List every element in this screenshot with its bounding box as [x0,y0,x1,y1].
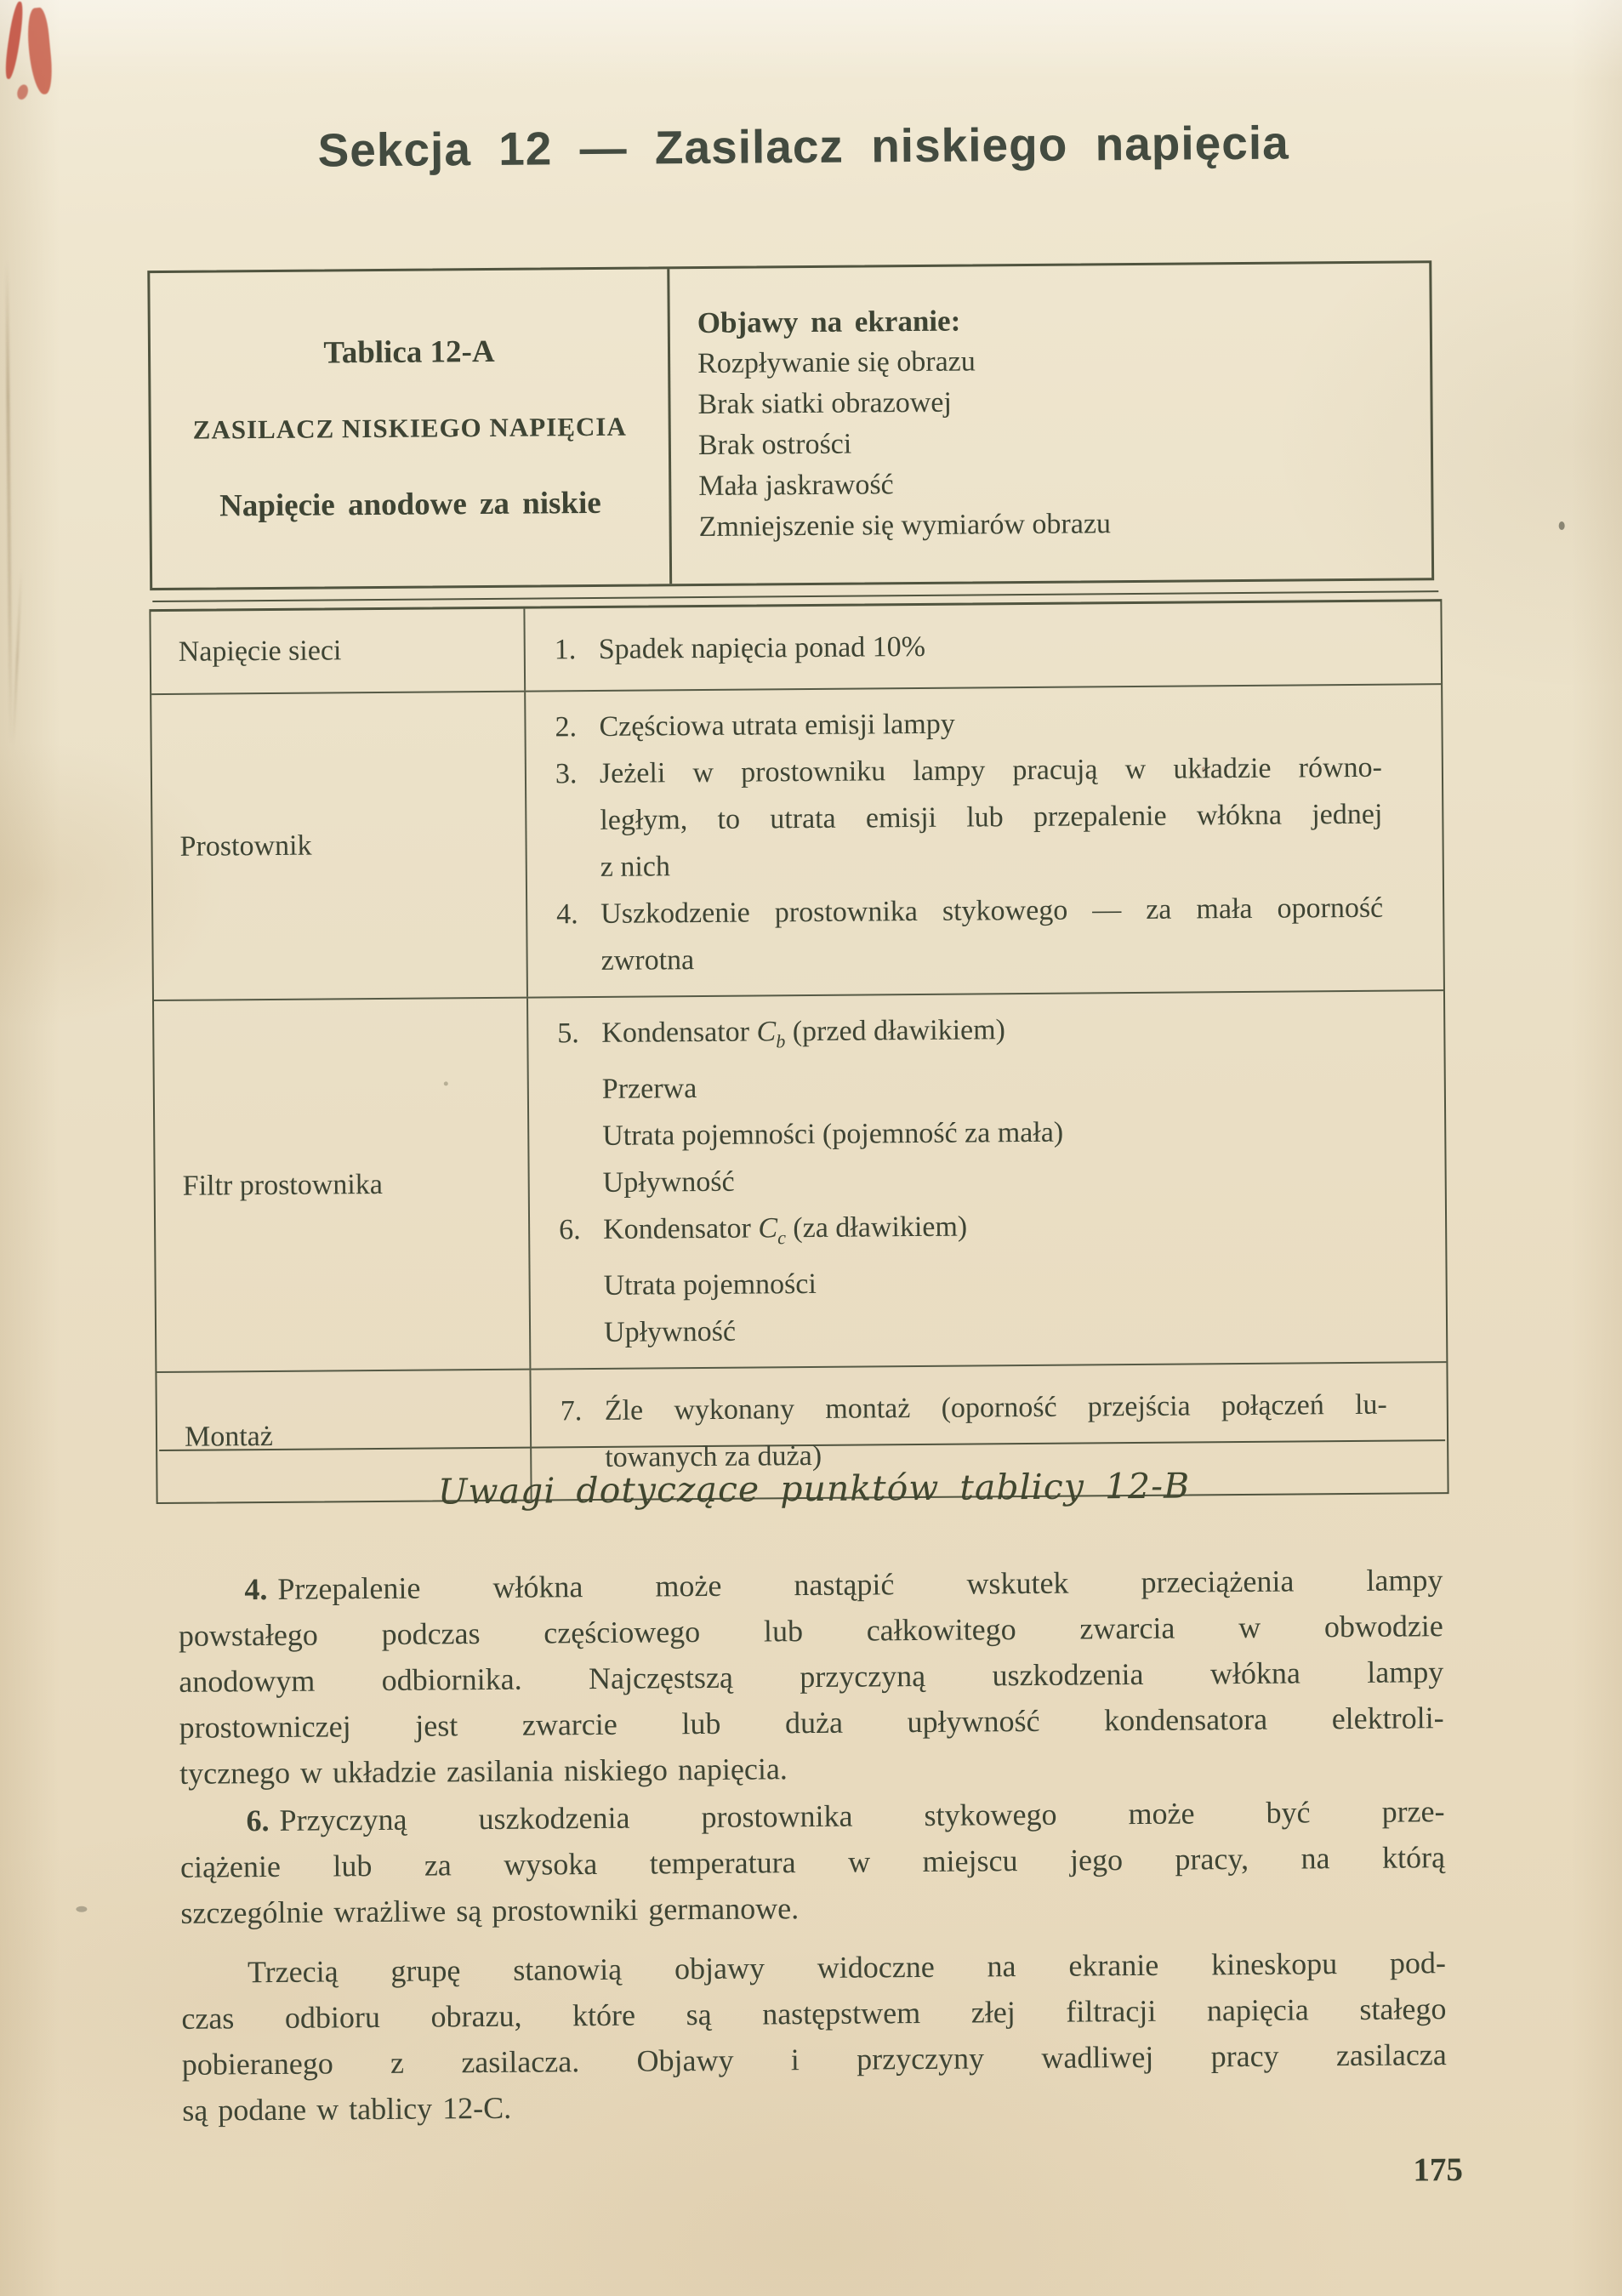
paragraph [181,1940,1448,2134]
text-line: prostowniczej jest zwarcie lub duża upływność kondensatora elektroli- [179,1701,1444,1745]
text-line: Utrata pojemności (pojemność za mała) [602,1116,1064,1152]
text-line: Źle wykonany montaż (oporność przejścia połączeń lu- [604,1388,1387,1427]
text-line: szczególnie wrażliwe są prostowniki germanowe. [180,1891,800,1930]
section-title: Sekcja 12 — Zasilacz niskiego napięcia [317,116,1289,177]
item-text [599,698,1381,750]
scan-artifact-red-mark [3,1,26,80]
paragraph [179,1788,1445,1936]
text-span: Przepalenie włókna może nastąpić wskutek przeciążenia lampy [277,1563,1443,1606]
text-line: Przerwa [601,1073,697,1105]
list-item [555,697,1441,750]
list-item [555,619,1441,673]
text-line: Utrata pojemności [603,1268,817,1302]
text-line: Częściowa utrata emisji lampy [599,708,955,743]
table-12a-caption-cell [150,269,672,588]
item-number: 5. [557,1017,579,1050]
text-line: zwrotna [600,944,695,977]
scan-crease [5,259,12,744]
cause-label: Prostownik [179,829,312,863]
paragraph-number: 4. [244,1572,268,1607]
text-line: ciążenie lub za wysoka temperatura w miejscu jego pracy, na którą [179,1840,1446,1884]
table-caption: Tablica 12-A [323,333,495,371]
cause-label: Montaż [184,1420,274,1453]
text-line: powstałego podczas częściowego lub całkowitego zwarcia w obwodzie [178,1609,1443,1653]
text-line: Uszkodzenie prostownika stykowego — za mała oporność [600,892,1384,930]
capacitor-symbol: C [756,1016,777,1048]
item-number: 6. [558,1214,581,1246]
text-line: pobieranego z zasilacza. Objawy i przyczyny wadliwej pracy zasilacza [181,2037,1447,2082]
table-subtitle: ZASILACZ NISKIEGO NAPIĘCIA [192,411,627,445]
page-number: 175 [1413,2151,1464,2189]
scan-artifact-red-mark [25,7,54,95]
cause-cell [154,999,531,1371]
symptoms-title: Objawy na ekranie: [697,304,961,340]
list-item [557,1003,1445,1206]
text-line: Trzecią grupę stanowią objawy widoczne na ekranie kineskopu pod- [247,1946,1447,1990]
item-number: 7. [560,1395,583,1427]
notes-heading: Uwagi dotyczące punktów tablicy 12-B [437,1465,1191,1513]
scan-crease [12,567,22,746]
detail-cell [528,991,1446,1368]
formula-suffix: (przed dławikiem) [785,1014,1006,1048]
text-line: anodowym odbiornika. Najczęstszą przyczyną uszkodzenia włókna lampy [179,1655,1444,1699]
capacitor-subscript: b [776,1030,786,1052]
formula-line [603,1200,1386,1262]
text-line: czas odbioru obrazu, które są następstwem złej filtracji napięcia stałego [181,1991,1447,2036]
text-line: Upływność [603,1315,737,1348]
table-condition: Napięcie anodowe za niskie [219,485,601,524]
text-span: Przyczyną uszkodzenia prostownika stykowego może być prze- [279,1794,1445,1837]
text-line: tycznego w układzie zasilania niskiego napięcia. [179,1752,788,1791]
table-row [154,989,1446,1371]
symptom-line: Rozpływanie się obrazu [697,345,976,380]
item-text [600,885,1384,984]
symptom-line: Brak siatki obrazowej [697,386,953,421]
table-row [151,601,1441,693]
item-number: 4. [556,898,578,931]
scan-speck [1559,521,1565,530]
item-text [600,744,1383,891]
list-item [559,1199,1446,1356]
text-line: ległym, to utrata emisji lub przepalenie włókna jednej [600,798,1383,836]
scan-artifact-red-mark [15,83,30,101]
table-12a-header-box [147,260,1434,590]
paragraph [178,1557,1444,1797]
cause-label: Napięcie sieci [178,635,342,668]
text-line: Upływność [602,1165,735,1199]
cause-label: Filtr prostownika [182,1168,384,1202]
text-line: Spadek napięcia ponad 10% [598,630,926,665]
text-line: towanych za duża) [605,1439,822,1473]
list-item [556,884,1443,984]
cause-cell [151,609,526,693]
item-text [601,1004,1386,1206]
item-text [599,619,1381,672]
symptom-line: Mała jaskrawość [698,469,894,503]
paragraph-number: 6. [246,1803,270,1838]
item-number: 1. [554,633,577,665]
capacitor-subscript: c [777,1227,787,1249]
text-line: Jeżeli w prostowniku lampy pracują w układzie równo- [599,751,1383,789]
scan-speck [76,1906,87,1912]
diagnostic-table [149,599,1448,1504]
formula-suffix: (za dławikiem) [785,1211,968,1245]
cause-cell [151,692,528,1000]
item-number: 3. [555,758,578,790]
symptom-line: Brak ostrości [697,428,852,462]
capacitor-symbol: C [758,1212,778,1245]
detail-cell [525,601,1441,690]
list-item [555,743,1443,891]
screen-symptoms-cell [669,263,1431,584]
formula-prefix: Kondensator [601,1016,757,1049]
detail-cell [526,685,1443,996]
text-line: z nich [600,851,671,883]
item-text [603,1200,1386,1356]
formula-line [601,1004,1384,1066]
item-number: 2. [555,711,578,743]
formula-prefix: Kondensator [602,1212,759,1245]
symptom-line: Zmniejszenie się wymiarów obrazu [698,508,1112,544]
table-row [151,683,1443,1000]
text-line: są podane w tablicy 12-C. [182,2090,512,2128]
